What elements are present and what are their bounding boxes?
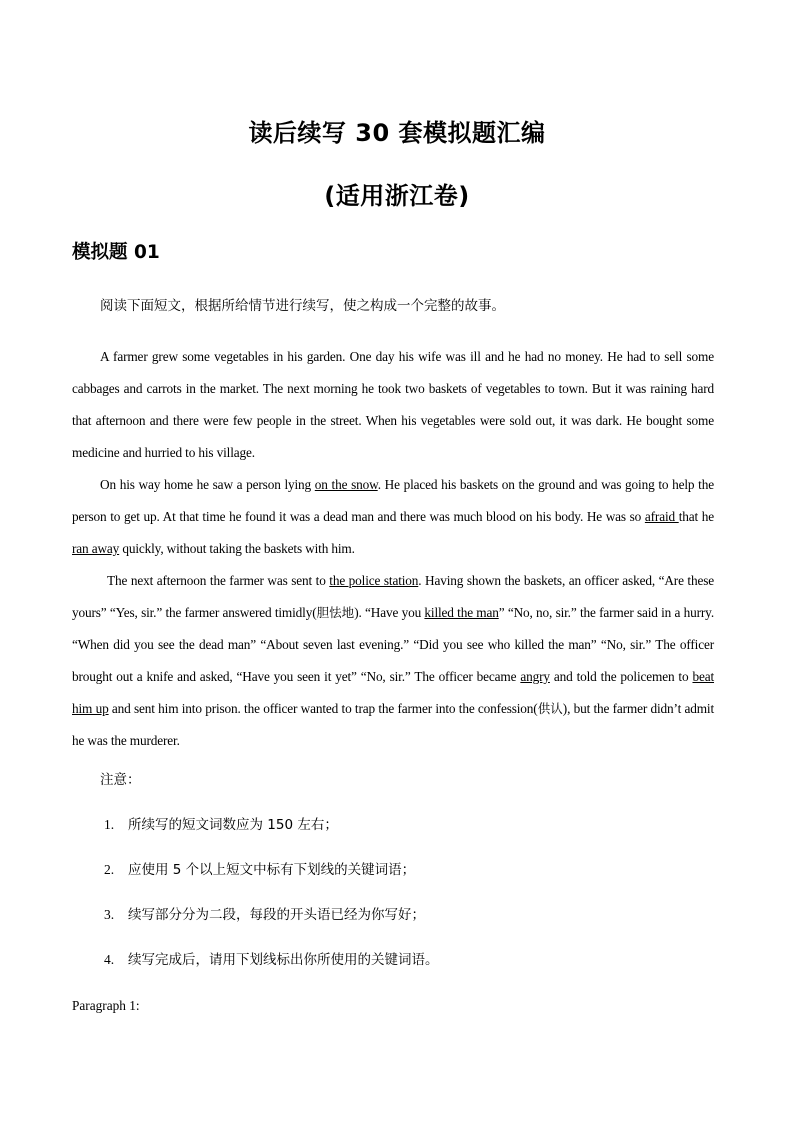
- chinese-gloss: 胆怯地: [316, 605, 355, 620]
- chinese-gloss: 供认: [537, 701, 563, 716]
- text-span: ), but the farmer didn’t admit he was the murderer.: [72, 701, 714, 748]
- text-span: ” “No, no, sir.” the farmer said in a hurry. “When did you see the dead man” “About seven last evening.” “Did you see who killed the man” “No, sir.” The officer brought out a knife and asked, “Have you seen it yet” “No, sir.” The officer became: [72, 605, 714, 684]
- story-paragraph-2: [72, 469, 714, 565]
- text-span: and sent him into prison. the officer wanted to trap the farmer into the confession(: [108, 701, 538, 716]
- paragraph-1-label: Paragraph 1:: [72, 998, 140, 1013]
- note-number: 2.: [104, 862, 115, 877]
- note-text: 应使用 5 个以上短文中标有下划线的关键词语；: [128, 862, 416, 878]
- story-passage: [72, 341, 714, 757]
- note-item: [104, 860, 415, 880]
- key-phrase: afraid: [644, 509, 679, 524]
- note-item: [104, 905, 425, 925]
- key-phrase: ran away: [72, 541, 120, 556]
- text-span: ). “Have you: [354, 605, 425, 620]
- text-span: On his way home he saw a person lying: [100, 477, 315, 492]
- note-number: 1.: [104, 817, 115, 832]
- key-phrase: beat him up: [72, 669, 715, 716]
- note-item: [104, 815, 338, 835]
- notes-label: 注意：: [100, 772, 141, 788]
- note-text: 续写完成后，请用下划线标出你所使用的关键词语。: [128, 952, 439, 968]
- key-phrase: angry: [520, 669, 550, 684]
- note-number: 3.: [104, 907, 115, 922]
- key-phrase: on the snow: [314, 477, 378, 492]
- text-span: . Having shown the baskets, an officer asked, “Are these yours” “Yes, sir.” the farmer answered timidly(: [72, 573, 714, 620]
- text-span: The next afternoon the farmer was sent to: [107, 573, 330, 588]
- instruction-text: 阅读下面短文，根据所给情节进行续写，使之构成一个完整的故事。: [100, 298, 505, 314]
- story-paragraph-1: A farmer grew some vegetables in his garden. One day his wife was ill and he had no money. He had to sell some cabbages and carrots in the market. The next morning he took two baskets of vegetables to town. But it was raining hard that afternoon and there were few people in the street. When his vegetables were sold out, it was dark. He bought some medicine and hurried to his village.: [72, 349, 714, 460]
- note-text: 所续写的短文词数应为 150 左右；: [128, 817, 338, 833]
- text-span: quickly, without taking the baskets with him.: [119, 541, 355, 556]
- text-span: that he: [678, 509, 714, 524]
- section-heading: 模拟题 01: [72, 242, 160, 263]
- key-phrase: killed the man: [424, 605, 499, 620]
- text-span: . He placed his baskets on the ground and was going to help the person to get up. At that time he found it was a dead man and there was much blood on his body. He was so: [72, 477, 714, 524]
- document-subtitle: (适用浙江卷): [324, 182, 470, 210]
- key-phrase: the police station: [329, 573, 419, 588]
- note-text: 续写部分分为二段，每段的开头语已经为你写好；: [128, 907, 425, 923]
- note-item: [104, 950, 439, 970]
- story-paragraph-3: [72, 565, 714, 757]
- note-number: 4.: [104, 952, 115, 967]
- text-span: and told the policemen to: [549, 669, 693, 684]
- document-title: 读后续写 30 套模拟题汇编: [248, 119, 546, 147]
